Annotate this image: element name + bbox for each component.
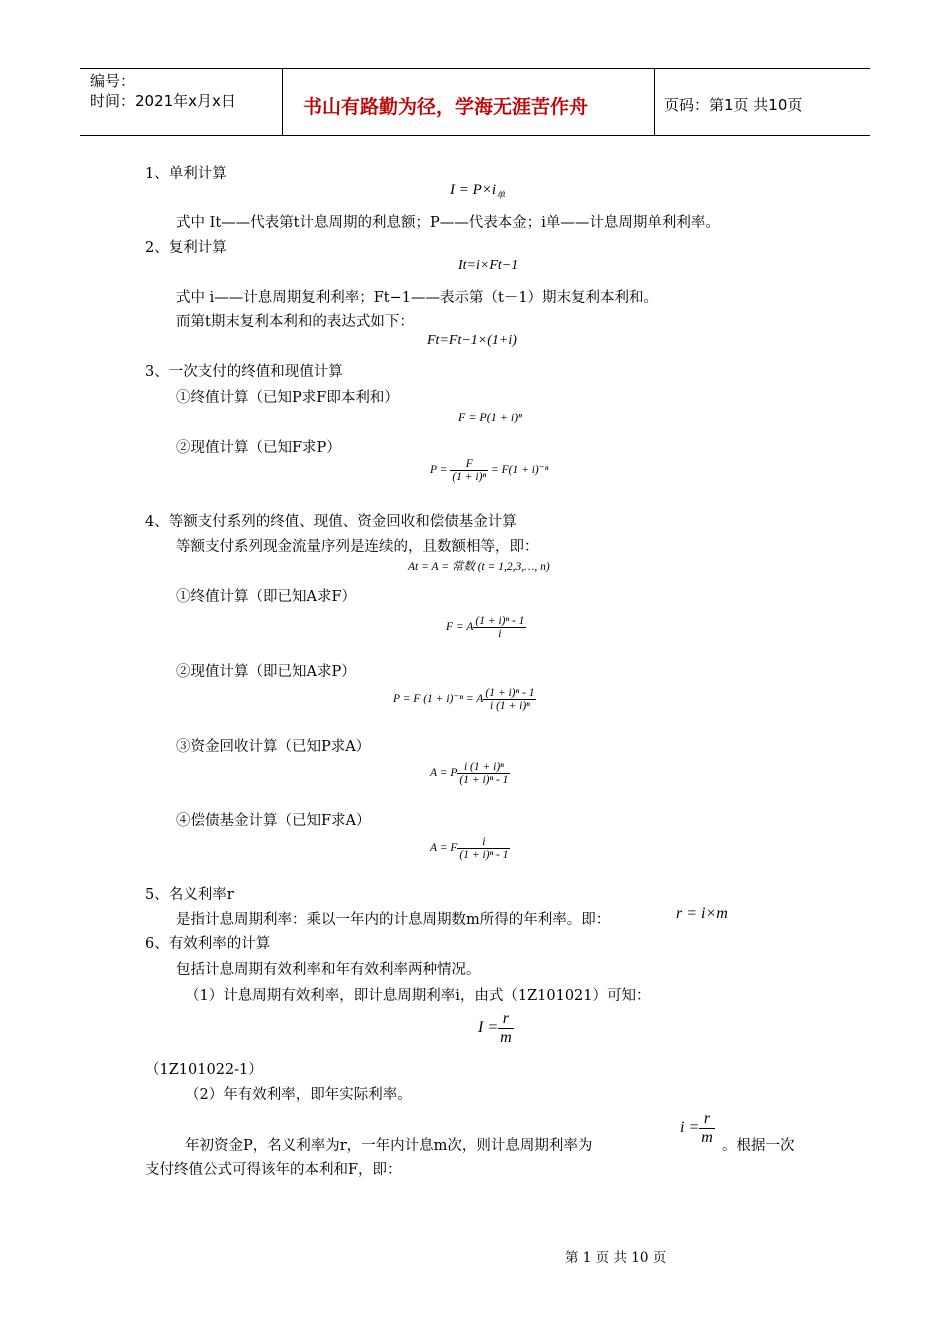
- s6-f1-left: I =: [478, 1019, 499, 1037]
- s4-f4-num: i: [457, 836, 510, 849]
- s4-title: 4、等额支付系列的终值、现值、资金回收和偿债基金计算: [145, 514, 517, 530]
- s3-title: 3、一次支付的终值和现值计算: [145, 364, 343, 380]
- s3-formula-1: F = P(1 + i)ⁿ: [458, 410, 522, 424]
- s1-formula-text: I = P×i: [450, 182, 497, 198]
- s4-f4-den: (1 + i)ⁿ - 1: [459, 849, 509, 861]
- s3-formula-2: [430, 458, 548, 483]
- s1-title: 1、单利计算: [145, 166, 227, 182]
- s4-item-4: ④偿债基金计算（已知F求A）: [176, 813, 371, 829]
- header-bottom-rule: [80, 135, 870, 136]
- header-top-rule: [80, 68, 870, 69]
- s2-formula: It=i×Ft−1: [458, 258, 519, 273]
- s6-title: 6、有效利率的计算: [145, 936, 271, 952]
- s6-paragraph-1: 年初资金P，名义利率为r，一年内计息m次，则计息周期利率为: [185, 1138, 593, 1154]
- s4-f2-num: (1 + i)ⁿ - 1: [485, 687, 535, 699]
- s1-formula: [450, 182, 505, 201]
- s3-f2-right: = F(1 + i)⁻ⁿ: [490, 464, 549, 477]
- s2-formula-2: Ft=Ft−1×(1+i): [427, 333, 517, 348]
- s2-description: 式中 i——计息周期复利利率；Ft−1——表示第（t－1）期末复利本利和。: [176, 290, 659, 306]
- s4-f3-num: i (1 + i)ⁿ: [457, 761, 510, 774]
- s3-item-2: ②现值计算（已知F求P）: [176, 440, 341, 456]
- s6-para-formula: [680, 1110, 715, 1147]
- s4-f2-den: i (1 + i)ⁿ: [490, 700, 530, 712]
- s1-description: 式中 It——代表第t计息周期的利息额；P——代表本金；i单——计息周期单利利率。: [176, 215, 720, 231]
- s4-f1-fraction: [473, 615, 526, 640]
- s4-description: 等额支付系列现金流量序列是连续的，且数额相等，即：: [176, 539, 539, 555]
- s6-pf-num: r: [699, 1110, 715, 1129]
- s4-f2-left: P = F (1 + i)⁻ⁿ = A: [393, 693, 484, 706]
- header-divider-left: [282, 68, 283, 136]
- s6-f1-den: m: [500, 1029, 512, 1046]
- footer-page-number: 第 1 页 共 10 页: [565, 1250, 667, 1266]
- s5-title: 5、名义利率r: [145, 887, 234, 903]
- s2-title: 2、复利计算: [145, 240, 227, 256]
- s3-item-1: ①终值计算（已知P求F即本利和）: [176, 390, 399, 406]
- s3-f2-num: F: [450, 458, 488, 471]
- s6-pf-den: m: [701, 1129, 713, 1146]
- s6-paragraph-2: 支付终值公式可得该年的本利和F，即：: [145, 1162, 402, 1178]
- s6-pf-fraction: [699, 1110, 715, 1147]
- s6-pf-left: i =: [680, 1119, 700, 1137]
- header-page-label: 页码：第1页 共10页: [664, 96, 803, 114]
- s4-item-2: ②现值计算（即已知A求P）: [176, 664, 356, 680]
- header-divider-right: [654, 68, 655, 136]
- s4-f3-left: A = P: [430, 767, 458, 780]
- s6-reference: （1Z101022-1）: [145, 1062, 263, 1078]
- s4-formula-3: [430, 761, 510, 786]
- s3-f2-fraction: [450, 458, 488, 483]
- s4-f1-left: F = A: [446, 621, 474, 634]
- s4-f3-fraction: [457, 761, 510, 786]
- header-time-label: 时间：2021年x月x日: [90, 92, 236, 110]
- s6-description: 包括计息周期有效利率和年有效利率两种情况。: [176, 962, 481, 978]
- s5-formula: r = i×m: [676, 905, 728, 922]
- s4-f4-left: A = F: [430, 842, 458, 855]
- header-number-label: 编号：: [90, 72, 136, 90]
- s4-f4-fraction: [457, 836, 510, 861]
- s5-description: 是指计息周期利率：乘以一年内的计息周期数m所得的年利率。即：: [176, 912, 611, 928]
- s4-f3-den: (1 + i)ⁿ - 1: [459, 774, 509, 786]
- s4-f1-den: i: [498, 628, 502, 640]
- s3-f2-den: (1 + i)ⁿ: [452, 471, 487, 483]
- s4-f2-fraction: [483, 687, 536, 712]
- s6-formula-1: [478, 1010, 514, 1047]
- s3-f2-left: P =: [430, 464, 448, 477]
- header-motto: 书山有路勤为径，学海无涯苦作舟: [303, 96, 589, 118]
- s4-item-3: ③资金回收计算（已知P求A）: [176, 739, 371, 755]
- s1-formula-sub: 单: [496, 190, 506, 200]
- s4-formula-2: [393, 687, 536, 712]
- s4-formula-4: [430, 836, 510, 861]
- s4-item-1: ①终值计算（即已知A求F）: [176, 589, 357, 605]
- s6-paragraph-1-end: 。根据一次: [722, 1138, 795, 1154]
- s4-formula-0: At = A = 常数 (t = 1,2,3,…, n): [408, 561, 550, 573]
- s6-item-1: （1）计息周期有效利率，即计息周期利率i，由式（1Z101021）可知：: [185, 988, 651, 1004]
- s4-f1-num: (1 + i)ⁿ - 1: [475, 615, 525, 627]
- s6-f1-fraction: [498, 1010, 514, 1047]
- s4-formula-1: [446, 615, 526, 640]
- s2-description-2: 而第t期末复利本利和的表达式如下：: [176, 314, 414, 330]
- s6-item-2: （2）年有效利率，即年实际利率。: [185, 1087, 412, 1103]
- s6-f1-num: r: [498, 1010, 514, 1029]
